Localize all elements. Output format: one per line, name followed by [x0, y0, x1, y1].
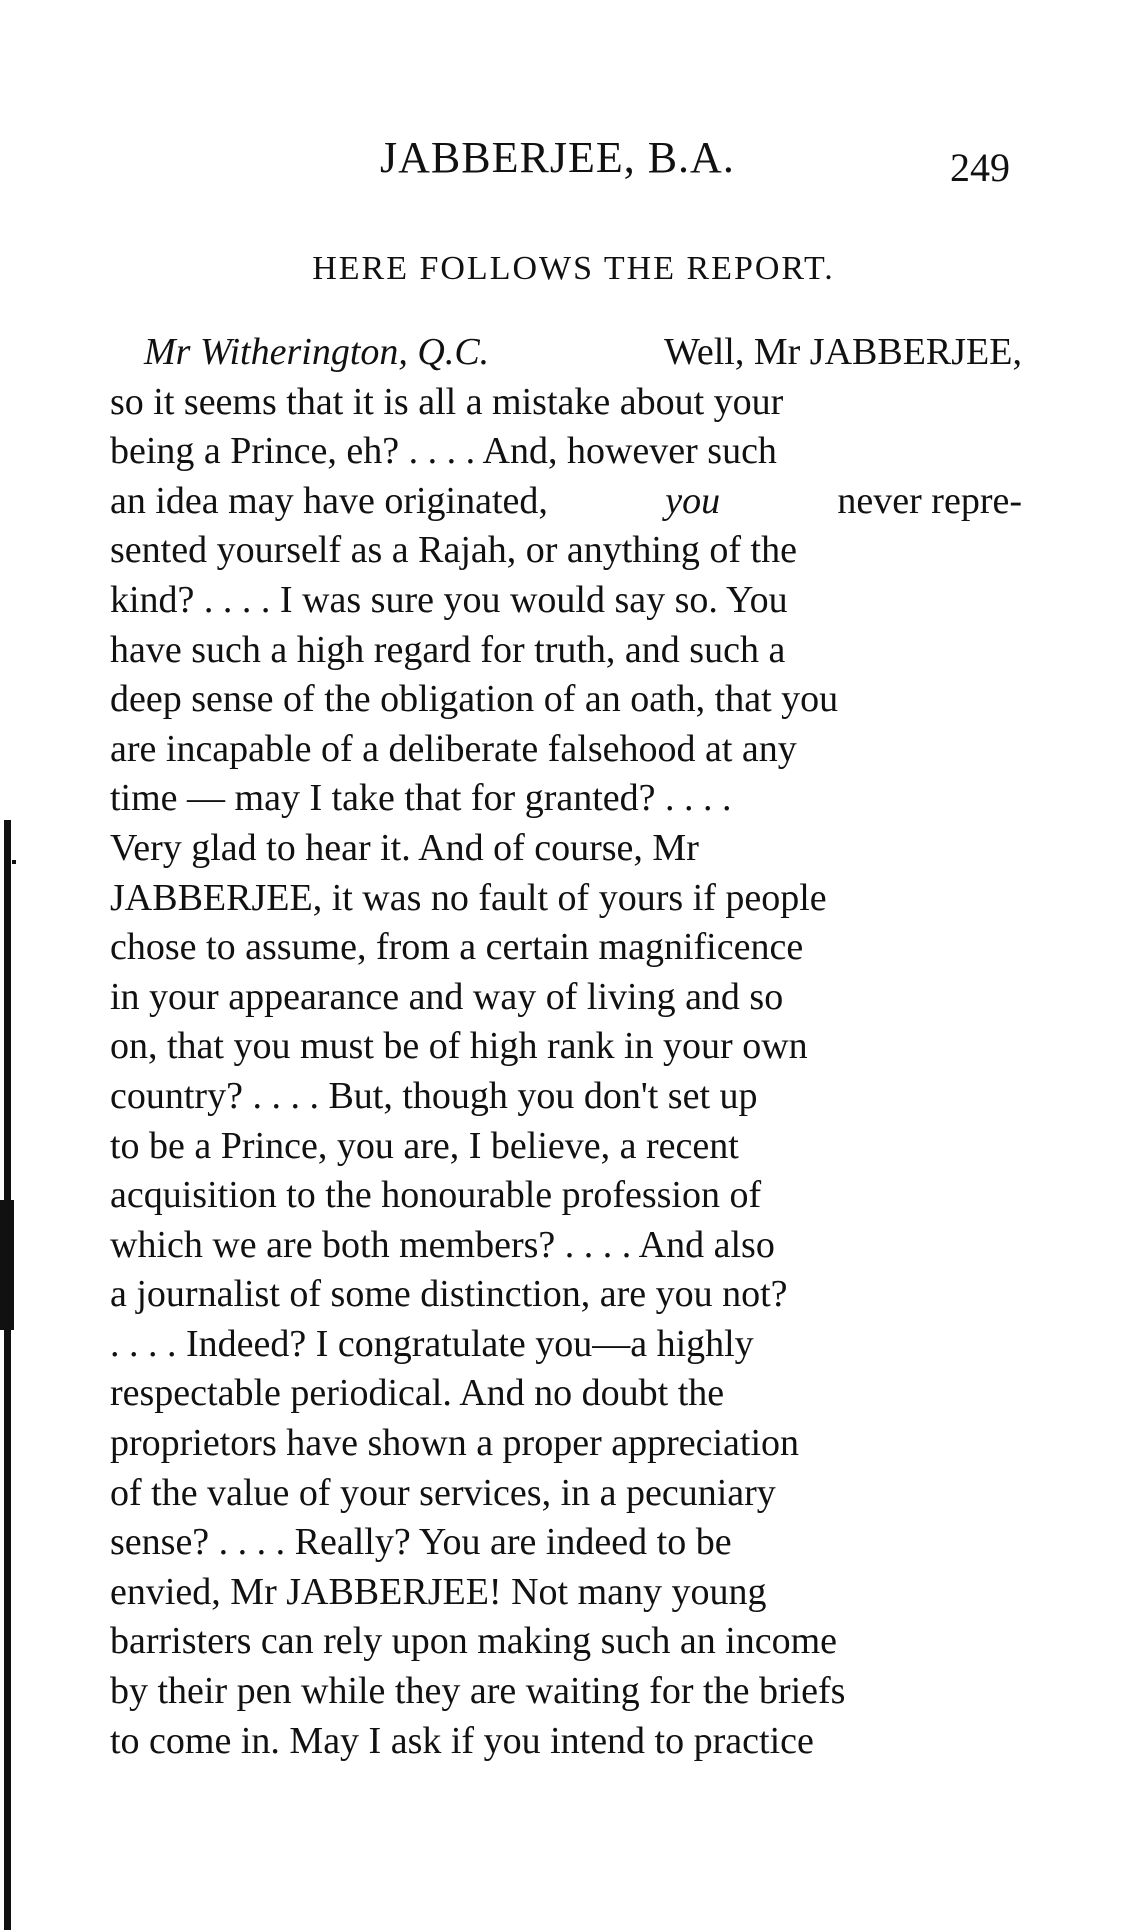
- text-line: proprietors have shown a proper appreciation: [110, 1422, 800, 1465]
- section-heading: HERE FOLLOWS THE REPORT.: [312, 250, 835, 287]
- text-line: chose to assume, from a certain magnificence: [110, 926, 804, 969]
- text-line: [110, 477, 1022, 527]
- text-line: respectable periodical. And no doubt the: [110, 1372, 725, 1415]
- binding-edge-shadow-thick: [0, 1200, 14, 1330]
- text-line: to be a Prince, you are, I believe, a recent: [110, 1124, 739, 1167]
- text-line-fragment: an idea may have originated,: [110, 479, 548, 522]
- page-number: 249: [950, 145, 1010, 190]
- body-text: [110, 328, 1022, 1766]
- text-line: acquisition to the honourable profession of: [110, 1174, 762, 1217]
- text-line: kind? . . . . I was sure you would say so. You: [110, 578, 788, 621]
- text-line: being a Prince, eh? . . . . And, however such: [110, 430, 777, 473]
- text-line: deep sense of the obligation of an oath, that you: [110, 678, 839, 721]
- text-line: JABBERJEE, it was no fault of yours if people: [110, 876, 827, 919]
- text-line: to come in. May I ask if you intend to practice: [110, 1719, 814, 1762]
- text-line: barristers can rely upon making such an income: [110, 1620, 838, 1663]
- text-line: envied, Mr JABBERJEE! Not many young: [110, 1570, 767, 1613]
- emphasized-word: you: [665, 479, 721, 522]
- binding-edge-shadow: [4, 820, 11, 1930]
- text-line: so it seems that it is all a mistake about your: [110, 380, 784, 423]
- running-head: [0, 132, 1147, 192]
- text-line: in your appearance and way of living and so: [110, 975, 784, 1018]
- text-line: by their pen while they are waiting for the briefs: [110, 1670, 846, 1713]
- text-line: . . . . Indeed? I congratulate you—a highly: [110, 1322, 754, 1365]
- text-line: of the value of your services, in a pecuniary: [110, 1471, 776, 1514]
- binding-edge-mark: [12, 860, 16, 864]
- text-line: sense? . . . . Really? You are indeed to be: [110, 1521, 732, 1564]
- text-line-fragment: Well, Mr JABBERJEE,: [664, 331, 1022, 373]
- text-line-fragment: never repre-: [837, 479, 1022, 522]
- speaker-name: Mr Witherington, Q.C.: [144, 331, 490, 373]
- text-line: country? . . . . But, though you don't set up: [110, 1074, 758, 1117]
- text-line: on, that you must be of high rank in your own: [110, 1025, 808, 1068]
- text-line: a journalist of some distinction, are you not?: [110, 1273, 788, 1316]
- text-line: Very glad to hear it. And of course, Mr: [110, 826, 699, 869]
- text-line: sented yourself as a Rajah, or anything of the: [110, 529, 797, 572]
- text-line: have such a high regard for truth, and such a: [110, 628, 786, 671]
- text-line: which we are both members? . . . . And also: [110, 1223, 775, 1266]
- text-line: are incapable of a deliberate falsehood at any: [110, 727, 797, 770]
- text-line: [110, 328, 1022, 378]
- text-line: time — may I take that for granted? . . . .: [110, 777, 732, 820]
- running-head-title: JABBERJEE, B.A.: [380, 133, 735, 182]
